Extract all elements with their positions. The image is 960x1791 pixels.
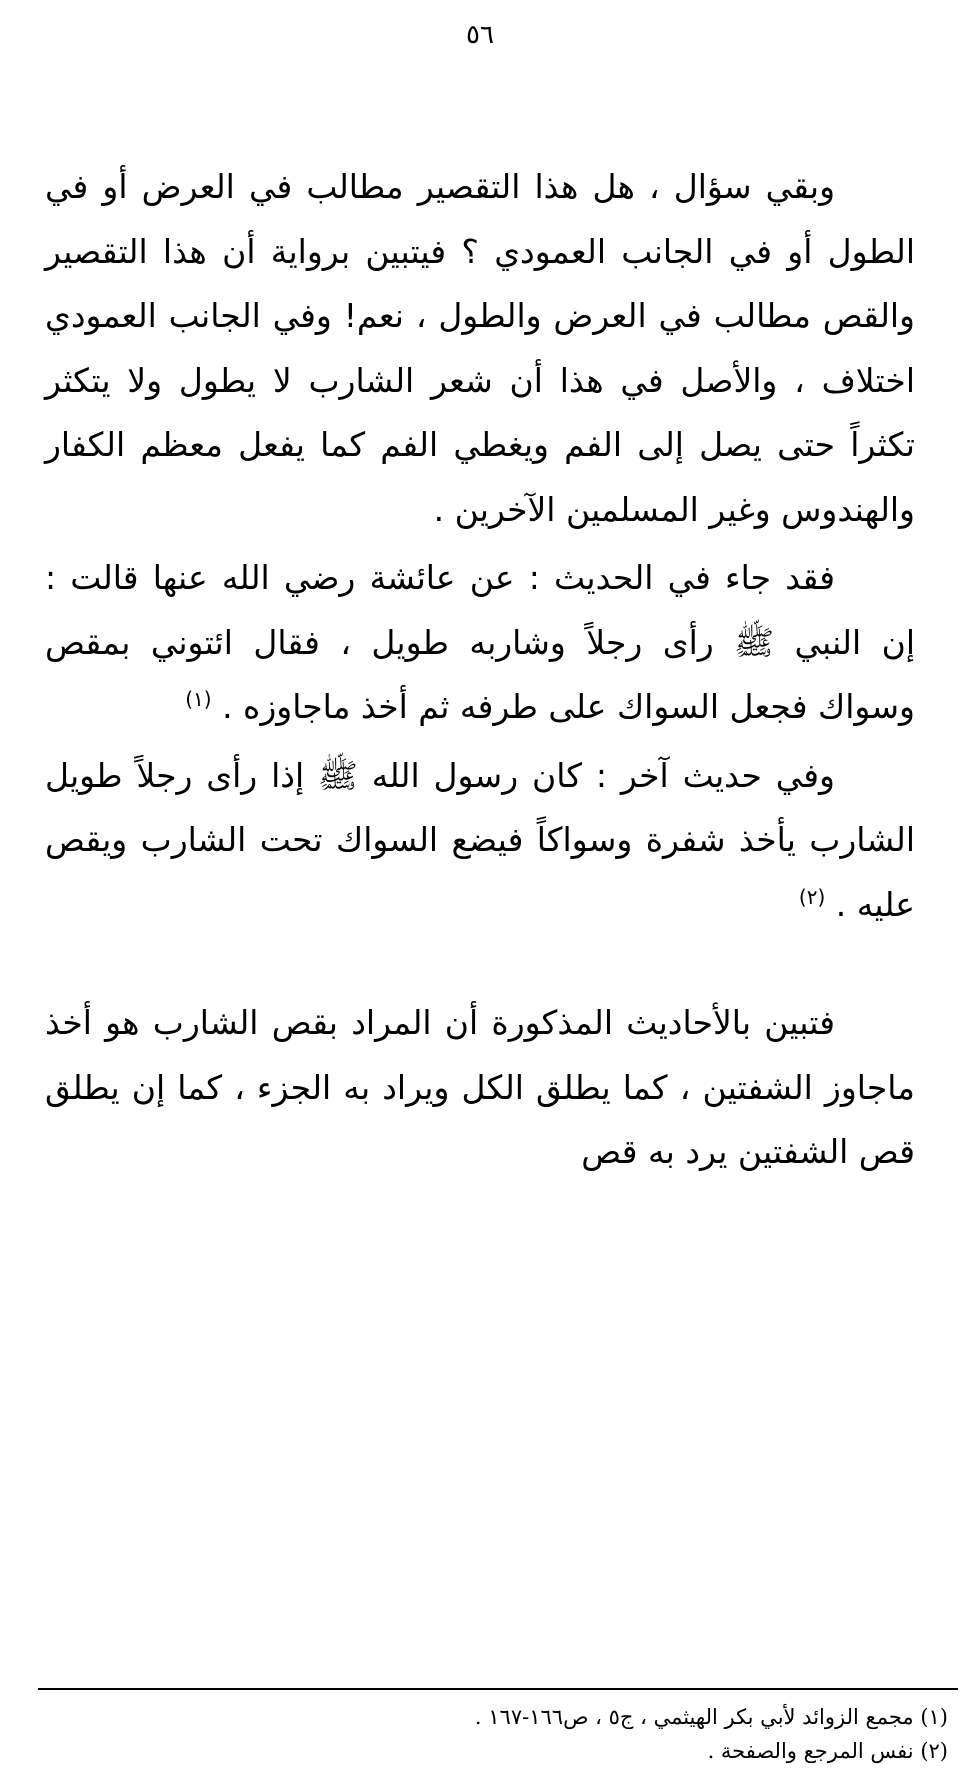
paragraph-3 bbox=[45, 744, 915, 938]
paragraph-1 bbox=[45, 155, 915, 542]
footnote-ref-2[interactable]: (٢) bbox=[798, 884, 826, 909]
page-number: ٥٦ bbox=[466, 20, 494, 50]
footnotes bbox=[48, 1700, 948, 1768]
footnote-2: (٢) نفس المرجع والصفحة . bbox=[707, 1739, 948, 1763]
footnote-divider bbox=[38, 1688, 958, 1690]
paragraph-1-text: وبقي سؤال ، هل هذا التقصير مطالب في العرض أو في الطول أو في الجانب العمودي ؟ فيتبين برواية أن هذا التقصير والقص مطالب في العرض والطول ، نعم! وفي الجانب العمودي اختلاف ، والأصل في هذا أن شعر الشارب لا يطول ولا يتكثر تكثراً حتى يصل إلى الفم ويغطي الفم كما يفعل معظم الكفار والهندوس وغير المسلمين الآخرين . bbox=[45, 167, 915, 529]
paragraph-4 bbox=[45, 991, 915, 1185]
footnote-ref-1[interactable]: (١) bbox=[185, 687, 212, 711]
paragraph-4-text: فتبين بالأحاديث المذكورة أن المراد بقص الشارب هو أخذ ماجاوز الشفتين ، كما يطلق الكل ويراد به الجزء ، كما إن يطلق قص الشفتين يرد به قص bbox=[45, 1003, 915, 1171]
paragraph-2-text: فقد جاء في الحديث : عن عائشة رضي الله عنها قالت : إن النبي ﷺ رأى رجلاً وشاربه طويل ، فقال ائتوني بمقص وسواك فجعل السواك على طرفه ثم أخذ ماجاوزه . bbox=[45, 558, 915, 726]
main-text bbox=[45, 155, 915, 1185]
paragraph-2 bbox=[45, 546, 915, 740]
paragraph-3-text: وفي حديث آخر : كان رسول الله ﷺ إذا رأى رجلاً طويل الشارب يأخذ شفرة وسواكاً فيضع السواك تحت الشارب ويقص عليه . bbox=[45, 755, 915, 924]
footnote-1: (١) مجمع الزوائد لأبي بكر الهيثمي ، ج٥ ، ص١٦٦-١٦٧ . bbox=[474, 1705, 948, 1729]
